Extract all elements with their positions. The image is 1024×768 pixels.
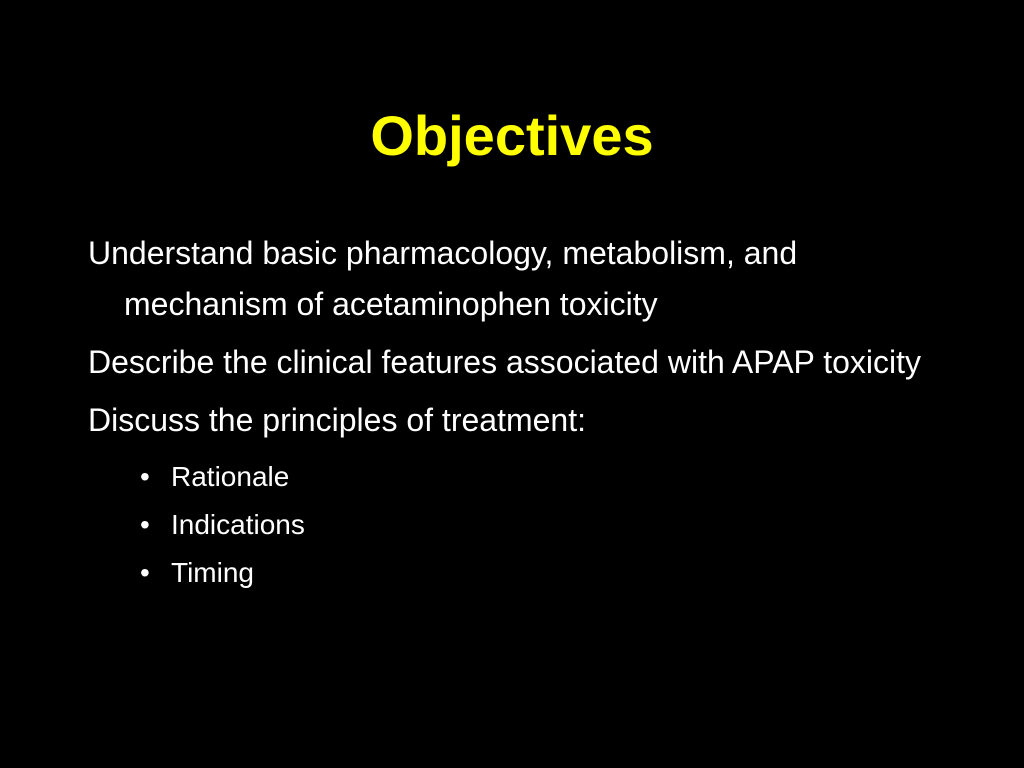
slide-body	[88, 228, 968, 597]
bullet-item-treatment: Discuss the principles of treatment:	[88, 402, 586, 438]
bullet-dot-icon: •	[140, 461, 150, 492]
sub-bullet-label: Timing	[171, 557, 254, 588]
sub-bullet-label: Rationale	[171, 461, 290, 492]
bullet-dot-icon: •	[140, 557, 150, 588]
sub-bullet-rationale	[88, 453, 968, 501]
sub-bullet-list	[88, 453, 968, 597]
sub-bullet-indications	[88, 501, 968, 549]
bullet-dot-icon: •	[140, 509, 150, 540]
sub-bullet-timing	[88, 549, 968, 597]
slide-title: Objectives	[370, 104, 654, 167]
sub-bullet-label: Indications	[171, 509, 305, 540]
bullet-item-pharmacology: Understand basic pharmacology, metabolism, and mechanism of acetaminophen toxicity	[88, 235, 798, 322]
bullet-item-clinical-features: Describe the clinical features associated with APAP toxicity	[88, 344, 921, 380]
